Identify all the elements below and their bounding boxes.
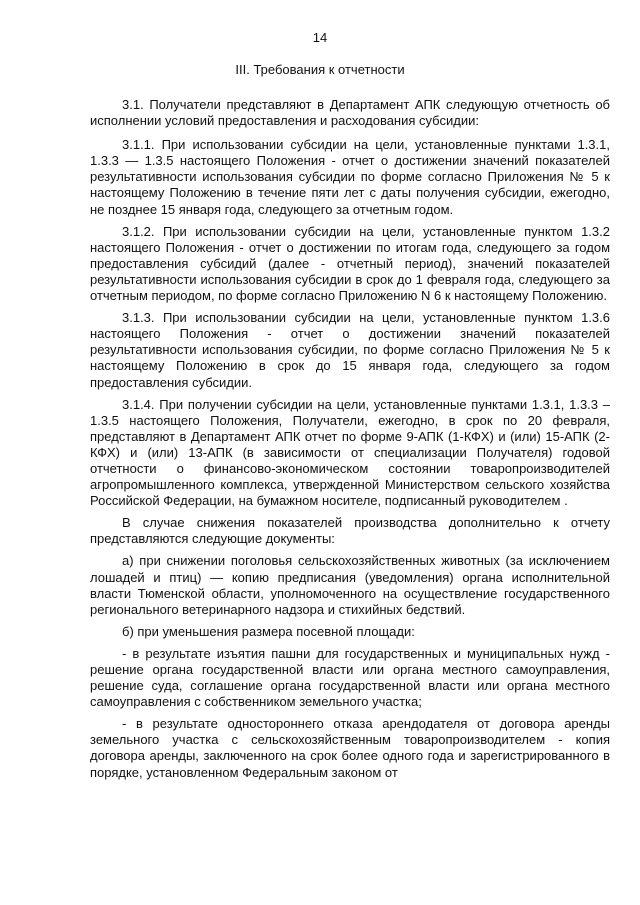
paragraph-additional-docs: В случае снижения показателей производства дополнительно к отчету представляются следующие документы: <box>90 515 610 547</box>
section-title: III. Требования к отчетности <box>235 62 405 77</box>
paragraph-item-a: а) при снижении поголовья сельскохозяйственных животных (за исключением лошадей и птиц) — копию предписания (уведомления) органа исполнительной власти Тюменской области, уполномоченного на осуществление государственного регионального ветеринарного надзора и стихийных бедствий. <box>90 553 610 617</box>
paragraph-3-1-2: 3.1.2. При использовании субсидии на цели, установленные пунктом 1.3.2 настоящего Положения - отчет о достижении по итогам года, следующего за годом предоставления субсидий (далее - отчетный период), значений показателей результативности использования субсидии в срок до 1 февраля года, следующего за отчетным периодом, по форме согласно Приложению N 6 к настоящему Положению. <box>90 223 610 304</box>
paragraph-3-1-3: 3.1.3. При использовании субсидии на цели, установленные пунктом 1.3.6 настоящего Положения - отчет о достижении значений показателей результативности использования субсидии, по форме согласно Приложения № 5 к настоящему Положению в срок до 15 января года, следующего за годом предоставления субсидии. <box>90 310 610 390</box>
paragraph-3-1-1: 3.1.1. При использовании субсидии на цели, установленные пунктами 1.3.1, 1.3.3 — 1.3.5 настоящего Положения - отчет о достижении значений показателей результативности использования субсидии по форме согласно Приложения № 5 к настоящему Положению в течение пяти лет с даты получения субсидии, ежегодно, не позднее 15 января года, следующего за отчетным годом. <box>90 137 610 217</box>
paragraph-3-1: 3.1. Получатели представляют в Департамент АПК следующую отчетность об исполнении условий предоставления и расходования субсидии: <box>90 97 610 129</box>
paragraph-3-1-4: 3.1.4. При получении субсидии на цели, установленные пунктами 1.3.1, 1.3.3 – 1.3.5 настоящего Положения, Получатели, ежегодно, в срок по 20 февраля, представляют в Департамент АПК отчет по форме 9-АПК (1-КФХ) и (или) 15-АПК (2-КФХ) и (или) 13-АПК (в зависимости от специализации Получателя) годовой отчетности о финансово-экономическом состоянии товаропроизводителей агропромышленного комплекса, утвержденной Министерством сельского хозяйства Российской Федерации, на бумажном носителе, подписанный руководителем . <box>90 396 610 509</box>
paragraph-lease-refusal: - в результате одностороннего отказа арендодателя от договора аренды земельного участка с сельскохозяйственным товаропроизводителем - копия договора аренды, заключенного на срок более одного года и зарегистрированного в порядке, установленном Федеральным законом от <box>90 716 610 780</box>
paragraph-item-b: б) при уменьшения размера посевной площади: <box>122 623 415 639</box>
paragraph-land-seizure: - в результате изъятия пашни для государственных и муниципальных нужд - решение органа государственной власти или органа местного самоуправления, решение суда, соглашение органа государственной власти или органа местного самоуправления с собственником земельного участка; <box>90 645 610 710</box>
page-number: 14 <box>312 30 328 45</box>
document-body <box>90 97 610 787</box>
